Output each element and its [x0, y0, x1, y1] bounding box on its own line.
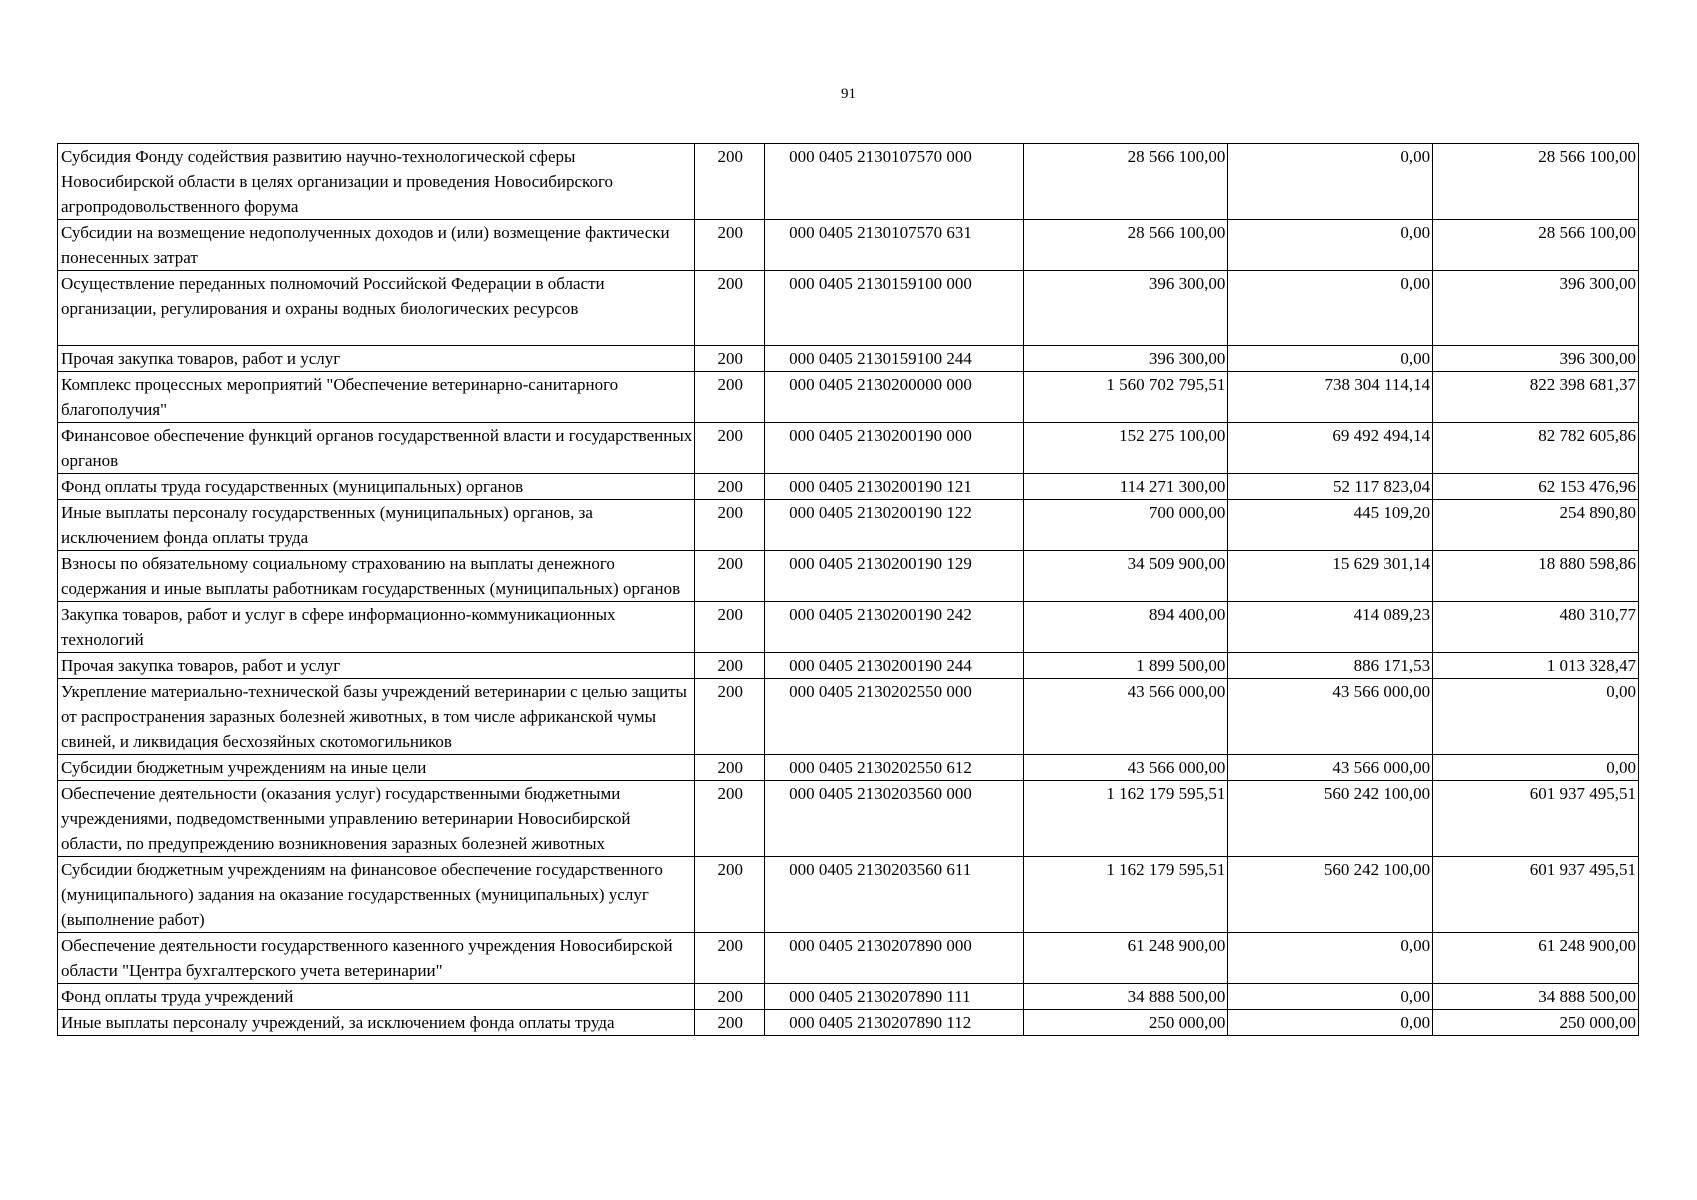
cell-name: Субсидии бюджетным учреждениям на финансовое обеспечение государственного (муниципального) задания на оказание государственных (муниципальных) услуг (выполнение работ): [58, 857, 695, 933]
cell-name: Укрепление материально-технической базы учреждений ветеринарии с целью защиты от распространения заразных болезней животных, в том числе африканской чумы свиней, и ликвидация бесхозяйных скотомогильников: [58, 679, 695, 755]
cell-line-code: 200: [695, 602, 765, 653]
cell-executed: 560 242 100,00: [1228, 857, 1433, 933]
cell-name: Закупка товаров, работ и услуг в сфере информационно-коммуникационных технологий: [58, 602, 695, 653]
cell-name: Обеспечение деятельности (оказания услуг) государственными бюджетными учреждениями, подведомственными управлению ветеринарии Новосибирской области, по предупреждению возникновения заразных болезней животных: [58, 781, 695, 857]
cell-remaining: 62 153 476,96: [1433, 474, 1639, 500]
cell-name: Комплекс процессных мероприятий "Обеспечение ветеринарно-санитарного благополучия": [58, 372, 695, 423]
cell-line-code: 200: [695, 144, 765, 220]
cell-remaining: 601 937 495,51: [1433, 781, 1639, 857]
cell-approved: 894 400,00: [1023, 602, 1228, 653]
cell-approved: 396 300,00: [1023, 346, 1228, 372]
cell-classification-code: 000 0405 2130159100 244: [765, 346, 1024, 372]
cell-approved: 34 509 900,00: [1023, 551, 1228, 602]
cell-name: Фонд оплаты труда учреждений: [58, 984, 695, 1010]
cell-name: Прочая закупка товаров, работ и услуг: [58, 346, 695, 372]
cell-executed: 0,00: [1228, 984, 1433, 1010]
budget-table: [57, 143, 1639, 1036]
cell-line-code: 200: [695, 220, 765, 271]
cell-approved: 1 899 500,00: [1023, 653, 1228, 679]
cell-line-code: 200: [695, 500, 765, 551]
table-row: [58, 271, 1639, 346]
cell-name: Взносы по обязательному социальному страхованию на выплаты денежного содержания и иные выплаты работникам государственных (муниципальных) органов: [58, 551, 695, 602]
cell-approved: 34 888 500,00: [1023, 984, 1228, 1010]
table-row: [58, 346, 1639, 372]
cell-classification-code: 000 0405 2130203560 611: [765, 857, 1024, 933]
table-row: [58, 602, 1639, 653]
cell-line-code: 200: [695, 755, 765, 781]
cell-remaining: 28 566 100,00: [1433, 144, 1639, 220]
table-row: [58, 679, 1639, 755]
cell-line-code: 200: [695, 984, 765, 1010]
table-row: [58, 653, 1639, 679]
cell-approved: 28 566 100,00: [1023, 144, 1228, 220]
cell-classification-code: 000 0405 2130200190 121: [765, 474, 1024, 500]
cell-executed: 0,00: [1228, 220, 1433, 271]
cell-executed: 445 109,20: [1228, 500, 1433, 551]
cell-approved: 114 271 300,00: [1023, 474, 1228, 500]
table-row: [58, 781, 1639, 857]
cell-approved: 1 560 702 795,51: [1023, 372, 1228, 423]
table-row: [58, 1010, 1639, 1036]
cell-line-code: 200: [695, 857, 765, 933]
cell-approved: 61 248 900,00: [1023, 933, 1228, 984]
cell-line-code: 200: [695, 271, 765, 346]
table-row: [58, 144, 1639, 220]
cell-remaining: 250 000,00: [1433, 1010, 1639, 1036]
cell-line-code: 200: [695, 423, 765, 474]
cell-executed: 43 566 000,00: [1228, 679, 1433, 755]
cell-executed: 0,00: [1228, 144, 1433, 220]
cell-approved: 1 162 179 595,51: [1023, 781, 1228, 857]
cell-classification-code: 000 0405 2130202550 000: [765, 679, 1024, 755]
cell-approved: 396 300,00: [1023, 271, 1228, 346]
cell-executed: 414 089,23: [1228, 602, 1433, 653]
cell-remaining: 0,00: [1433, 755, 1639, 781]
cell-classification-code: 000 0405 2130200190 244: [765, 653, 1024, 679]
cell-name: Прочая закупка товаров, работ и услуг: [58, 653, 695, 679]
cell-line-code: 200: [695, 551, 765, 602]
table-body: [58, 144, 1639, 1036]
table-row: [58, 755, 1639, 781]
cell-remaining: 396 300,00: [1433, 271, 1639, 346]
cell-remaining: 480 310,77: [1433, 602, 1639, 653]
cell-executed: 0,00: [1228, 1010, 1433, 1036]
cell-remaining: 34 888 500,00: [1433, 984, 1639, 1010]
cell-executed: 43 566 000,00: [1228, 755, 1433, 781]
page-number: 91: [841, 86, 856, 102]
cell-approved: 1 162 179 595,51: [1023, 857, 1228, 933]
cell-remaining: 601 937 495,51: [1433, 857, 1639, 933]
cell-classification-code: 000 0405 2130203560 000: [765, 781, 1024, 857]
cell-classification-code: 000 0405 2130202550 612: [765, 755, 1024, 781]
cell-line-code: 200: [695, 346, 765, 372]
cell-remaining: 28 566 100,00: [1433, 220, 1639, 271]
cell-executed: 15 629 301,14: [1228, 551, 1433, 602]
cell-remaining: 1 013 328,47: [1433, 653, 1639, 679]
cell-classification-code: 000 0405 2130200190 000: [765, 423, 1024, 474]
table-row: [58, 474, 1639, 500]
cell-name: Финансовое обеспечение функций органов государственной власти и государственных органов: [58, 423, 695, 474]
cell-name: Осуществление переданных полномочий Российской Федерации в области организации, регулирования и охраны водных биологических ресурсов: [58, 271, 695, 346]
cell-remaining: 18 880 598,86: [1433, 551, 1639, 602]
cell-line-code: 200: [695, 653, 765, 679]
cell-approved: 43 566 000,00: [1023, 755, 1228, 781]
cell-name: Субсидия Фонду содействия развитию научно-технологической сферы Новосибирской области в целях организации и проведения Новосибирского агропродовольственного форума: [58, 144, 695, 220]
cell-classification-code: 000 0405 2130207890 000: [765, 933, 1024, 984]
cell-classification-code: 000 0405 2130200190 122: [765, 500, 1024, 551]
cell-classification-code: 000 0405 2130200190 242: [765, 602, 1024, 653]
cell-executed: 886 171,53: [1228, 653, 1433, 679]
cell-remaining: 0,00: [1433, 679, 1639, 755]
table-row: [58, 551, 1639, 602]
cell-approved: 700 000,00: [1023, 500, 1228, 551]
cell-approved: 28 566 100,00: [1023, 220, 1228, 271]
cell-remaining: 822 398 681,37: [1433, 372, 1639, 423]
table-row: [58, 220, 1639, 271]
cell-remaining: 82 782 605,86: [1433, 423, 1639, 474]
table-row: [58, 857, 1639, 933]
cell-name: Субсидии на возмещение недополученных доходов и (или) возмещение фактически понесенных затрат: [58, 220, 695, 271]
table-row: [58, 372, 1639, 423]
cell-executed: 0,00: [1228, 271, 1433, 346]
cell-line-code: 200: [695, 474, 765, 500]
table-row: [58, 423, 1639, 474]
cell-classification-code: 000 0405 2130207890 111: [765, 984, 1024, 1010]
cell-line-code: 200: [695, 679, 765, 755]
cell-approved: 43 566 000,00: [1023, 679, 1228, 755]
cell-executed: 69 492 494,14: [1228, 423, 1433, 474]
cell-executed: 738 304 114,14: [1228, 372, 1433, 423]
cell-classification-code: 000 0405 2130207890 112: [765, 1010, 1024, 1036]
cell-line-code: 200: [695, 933, 765, 984]
cell-classification-code: 000 0405 2130159100 000: [765, 271, 1024, 346]
cell-name: Обеспечение деятельности государственного казенного учреждения Новосибирской области "Центра бухгалтерского учета ветеринарии": [58, 933, 695, 984]
cell-executed: 0,00: [1228, 346, 1433, 372]
cell-remaining: 396 300,00: [1433, 346, 1639, 372]
cell-name: Субсидии бюджетным учреждениям на иные цели: [58, 755, 695, 781]
cell-line-code: 200: [695, 372, 765, 423]
cell-remaining: 254 890,80: [1433, 500, 1639, 551]
cell-name: Иные выплаты персоналу государственных (муниципальных) органов, за исключением фонда оплаты труда: [58, 500, 695, 551]
table-row: [58, 933, 1639, 984]
cell-classification-code: 000 0405 2130200000 000: [765, 372, 1024, 423]
cell-classification-code: 000 0405 2130107570 000: [765, 144, 1024, 220]
cell-line-code: 200: [695, 1010, 765, 1036]
cell-approved: 152 275 100,00: [1023, 423, 1228, 474]
cell-name: Фонд оплаты труда государственных (муниципальных) органов: [58, 474, 695, 500]
cell-line-code: 200: [695, 781, 765, 857]
cell-approved: 250 000,00: [1023, 1010, 1228, 1036]
table-row: [58, 984, 1639, 1010]
cell-executed: 52 117 823,04: [1228, 474, 1433, 500]
cell-remaining: 61 248 900,00: [1433, 933, 1639, 984]
cell-name: Иные выплаты персоналу учреждений, за исключением фонда оплаты труда: [58, 1010, 695, 1036]
cell-executed: 0,00: [1228, 933, 1433, 984]
table-row: [58, 500, 1639, 551]
cell-classification-code: 000 0405 2130107570 631: [765, 220, 1024, 271]
cell-classification-code: 000 0405 2130200190 129: [765, 551, 1024, 602]
cell-executed: 560 242 100,00: [1228, 781, 1433, 857]
